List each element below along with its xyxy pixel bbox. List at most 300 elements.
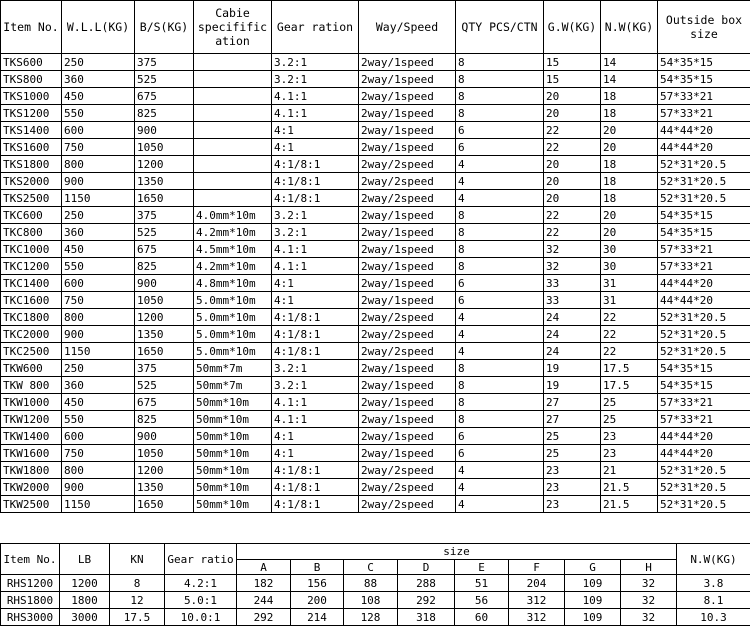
table-cell: 8 [456,377,544,394]
rhs-size-column-header: H [621,560,677,575]
table-cell: 4.1:1 [272,241,359,258]
table-cell: 52*31*20.5 [658,156,750,173]
table-cell: 27 [544,394,601,411]
table-row [1,292,750,309]
table-cell: 2way/1speed [359,71,456,88]
table-cell: 108 [344,592,398,609]
table-cell: 4:1 [272,122,359,139]
table-cell: 900 [135,428,194,445]
table-cell: TKC600 [1,207,62,224]
table-cell: 20 [601,139,658,156]
table-cell: 1200 [135,462,194,479]
table-cell: 52*31*20.5 [658,479,750,496]
table-cell: 3000 [60,609,110,626]
table-cell: 2way/2speed [359,462,456,479]
table-cell: 14 [601,71,658,88]
table-cell: 10.3 [677,609,750,626]
table-cell: 2way/1speed [359,411,456,428]
table-cell: 44*44*20 [658,445,750,462]
table-cell: 54*35*15 [658,207,750,224]
table-cell: 33 [544,275,601,292]
table-cell: 57*33*21 [658,105,750,122]
table-cell: 4:1/8:1 [272,496,359,513]
table-cell: 27 [544,411,601,428]
table-cell: 54*35*15 [658,224,750,241]
table-cell: 182 [237,575,291,592]
table-cell: 52*31*20.5 [658,173,750,190]
table-cell: 800 [62,462,135,479]
table-cell: 2way/1speed [359,54,456,71]
table-cell: 2way/1speed [359,445,456,462]
spec-header-cell: Item No. [1,1,62,54]
table-cell: 17.5 [110,609,165,626]
table-cell: 825 [135,411,194,428]
table-cell: 2way/1speed [359,224,456,241]
table-cell: 4.0mm*10m [194,207,272,224]
table-cell: 8 [110,575,165,592]
table-cell: 8 [456,241,544,258]
table-cell: 50mm*10m [194,479,272,496]
table-cell [194,156,272,173]
table-cell: 4:1/8:1 [272,190,359,207]
table-cell: 57*33*21 [658,258,750,275]
table-cell: 8 [456,54,544,71]
table-cell: 450 [62,394,135,411]
table-row [1,428,750,445]
table-cell: 318 [398,609,455,626]
table-cell: 825 [135,105,194,122]
table-cell: 3.2:1 [272,71,359,88]
table-cell [194,139,272,156]
table-cell: TKS1600 [1,139,62,156]
table-cell: 6 [456,292,544,309]
spec-header-cell: G.W(KG) [544,1,601,54]
spec-header-cell: N.W(KG) [601,1,658,54]
table-cell: 4:1/8:1 [272,343,359,360]
table-row [1,156,750,173]
table-cell: 1150 [62,343,135,360]
table-cell: 2way/2speed [359,479,456,496]
table-cell: 2way/1speed [359,241,456,258]
table-row [1,224,750,241]
table-cell: 25 [544,428,601,445]
table-cell: 900 [62,479,135,496]
table-cell: 8 [456,88,544,105]
table-cell: 32 [621,592,677,609]
table-cell: 44*44*20 [658,139,750,156]
table-cell: 19 [544,377,601,394]
table-cell: TKC1600 [1,292,62,309]
table-row [1,88,750,105]
table-cell: 4:1 [272,445,359,462]
rhs-table-body [1,575,750,626]
table-cell: 57*33*21 [658,411,750,428]
table-cell: 750 [62,139,135,156]
spec-header-cell: B/S(KG) [135,1,194,54]
table-cell: 375 [135,54,194,71]
table-cell: 20 [544,156,601,173]
table-cell: 1050 [135,139,194,156]
table-cell: TKC1800 [1,309,62,326]
table-cell: 54*35*15 [658,71,750,88]
table-cell: TKC2500 [1,343,62,360]
table-cell: 825 [135,258,194,275]
table-cell: 18 [601,105,658,122]
table-cell: 2way/1speed [359,207,456,224]
table-cell: 1350 [135,326,194,343]
table-cell: 4 [456,326,544,343]
table-cell: 900 [62,173,135,190]
table-cell: 8 [456,71,544,88]
table-row [1,592,750,609]
table-cell: TKC1400 [1,275,62,292]
table-cell: 2way/2speed [359,309,456,326]
table-cell: 3.2:1 [272,54,359,71]
table-cell: 24 [544,326,601,343]
table-row [1,139,750,156]
table-cell: 1200 [60,575,110,592]
table-row [1,462,750,479]
table-cell: 128 [344,609,398,626]
table-cell: 250 [62,54,135,71]
table-row [1,326,750,343]
table-cell: 8 [456,258,544,275]
table-cell: 57*33*21 [658,394,750,411]
table-cell: 292 [237,609,291,626]
table-cell: 214 [291,609,344,626]
table-cell: 4 [456,343,544,360]
table-cell: 109 [565,609,621,626]
rhs-size-column-header: C [344,560,398,575]
table-cell: 4 [456,173,544,190]
table-row [1,496,750,513]
table-cell: 1650 [135,190,194,207]
table-cell: 375 [135,360,194,377]
table-cell: 1650 [135,496,194,513]
table-cell: 30 [601,258,658,275]
table-cell: 525 [135,377,194,394]
table-cell: 5.0mm*10m [194,292,272,309]
table-cell: 5.0mm*10m [194,326,272,343]
table-cell: TKC2000 [1,326,62,343]
table-cell: 204 [509,575,565,592]
table-cell: 600 [62,275,135,292]
table-cell: 2way/1speed [359,428,456,445]
table-cell: TKW 800 [1,377,62,394]
table-cell: 156 [291,575,344,592]
spec-header-cell: Way/Speed [359,1,456,54]
table-cell: TKS2500 [1,190,62,207]
table-cell: 31 [601,275,658,292]
table-cell: 109 [565,592,621,609]
table-cell: TKW1600 [1,445,62,462]
spec-table-body [1,54,750,513]
table-cell: 50mm*10m [194,394,272,411]
table-cell: 54*35*15 [658,360,750,377]
table-cell: 33 [544,292,601,309]
table-cell: 244 [237,592,291,609]
table-cell: 18 [601,88,658,105]
table-cell [194,105,272,122]
table-cell: 18 [601,173,658,190]
table-cell: TKS1000 [1,88,62,105]
table-cell: 5.0mm*10m [194,309,272,326]
table-cell: 800 [62,309,135,326]
table-cell [194,88,272,105]
rhs-header-item-no: Item No. [1,544,60,575]
table-cell: 4.2mm*10m [194,258,272,275]
table-row [1,54,750,71]
table-cell: 1050 [135,445,194,462]
table-cell: 22 [544,139,601,156]
table-cell: 900 [135,122,194,139]
table-cell: TKS600 [1,54,62,71]
table-cell: 4 [456,309,544,326]
table-cell: 2way/2speed [359,326,456,343]
table-cell: 32 [621,609,677,626]
table-cell: 1350 [135,479,194,496]
table-cell: 2way/1speed [359,360,456,377]
table-cell: TKC1000 [1,241,62,258]
table-cell: 900 [135,275,194,292]
table-cell: 2way/1speed [359,394,456,411]
table-cell: 360 [62,224,135,241]
spec-table-header [1,1,750,54]
table-cell: 88 [344,575,398,592]
table-cell: TKS2000 [1,173,62,190]
table-cell: 44*44*20 [658,275,750,292]
table-row [1,241,750,258]
table-cell: 2way/2speed [359,496,456,513]
table-cell: 23 [601,428,658,445]
table-cell: 750 [62,445,135,462]
table-cell: 23 [601,445,658,462]
table-cell: 52*31*20.5 [658,190,750,207]
table-cell: 31 [601,292,658,309]
table-cell: 375 [135,207,194,224]
rhs-size-column-header: G [565,560,621,575]
table-cell: 12 [110,592,165,609]
table-cell: 25 [601,394,658,411]
table-cell: TKW1400 [1,428,62,445]
rhs-table-header [1,544,750,575]
table-cell: TKW2000 [1,479,62,496]
table-cell: 6 [456,275,544,292]
table-cell: 50mm*10m [194,411,272,428]
table-cell: 14 [601,54,658,71]
table-cell: 4.1:1 [272,88,359,105]
table-cell: 23 [544,479,601,496]
table-cell: 4:1/8:1 [272,156,359,173]
table-cell: 22 [601,343,658,360]
table-cell: 4:1/8:1 [272,309,359,326]
table-cell: 24 [544,343,601,360]
table-cell: 17.5 [601,377,658,394]
table-cell [194,122,272,139]
table-cell: 56 [455,592,509,609]
table-row [1,207,750,224]
table-cell: 20 [544,190,601,207]
table-row [1,479,750,496]
table-cell: 44*44*20 [658,292,750,309]
spec-header-cell: W.L.L(KG) [62,1,135,54]
rhs-header-kn: KN [110,544,165,575]
table-row [1,445,750,462]
table-cell: 52*31*20.5 [658,343,750,360]
table-cell: 450 [62,88,135,105]
table-cell: 1650 [135,343,194,360]
table-cell [194,173,272,190]
table-cell: 32 [621,575,677,592]
table-cell: 8 [456,411,544,428]
table-cell: 4:1 [272,139,359,156]
table-cell: RHS3000 [1,609,60,626]
table-cell: TKS1800 [1,156,62,173]
table-cell: 1200 [135,156,194,173]
table-cell: 4.1:1 [272,394,359,411]
table-cell: 292 [398,592,455,609]
table-cell: 2way/1speed [359,292,456,309]
table-cell: TKS1400 [1,122,62,139]
table-cell: TKS1200 [1,105,62,122]
table-cell: 10.0:1 [165,609,237,626]
table-cell: 5.0mm*10m [194,343,272,360]
table-cell: 4.2mm*10m [194,224,272,241]
table-cell: 2way/2speed [359,343,456,360]
table-cell: 21.5 [601,479,658,496]
table-cell: 50mm*7m [194,377,272,394]
table-cell: 6 [456,139,544,156]
table-cell: 450 [62,241,135,258]
table-cell: 32 [544,241,601,258]
table-cell: 30 [601,241,658,258]
table-cell: 17.5 [601,360,658,377]
table-cell: TKW1000 [1,394,62,411]
table-cell: 44*44*20 [658,122,750,139]
table-cell: 800 [62,156,135,173]
table-cell: 52*31*20.5 [658,462,750,479]
table-cell: 22 [544,207,601,224]
table-cell: 44*44*20 [658,428,750,445]
table-cell: 525 [135,71,194,88]
rhs-header-lb: LB [60,544,110,575]
table-cell: 312 [509,609,565,626]
table-cell: 57*33*21 [658,88,750,105]
table-cell: 2way/1speed [359,275,456,292]
table-cell: 18 [601,156,658,173]
table-cell: 6 [456,122,544,139]
table-cell: 2way/2speed [359,156,456,173]
table-cell: 2way/2speed [359,190,456,207]
spec-header-cell: QTY PCS/CTN [456,1,544,54]
table-cell: 32 [544,258,601,275]
table-cell: 3.8 [677,575,750,592]
table-cell: 22 [544,122,601,139]
table-cell: 25 [601,411,658,428]
table-cell: 8 [456,224,544,241]
table-cell: 1050 [135,292,194,309]
rhs-size-column-header: D [398,560,455,575]
table-cell: 4:1/8:1 [272,462,359,479]
rhs-spec-table [0,543,750,626]
table-cell: 1350 [135,173,194,190]
table-cell: TKW600 [1,360,62,377]
table-row [1,343,750,360]
table-cell: 4 [456,496,544,513]
table-cell: 675 [135,394,194,411]
table-cell: 312 [509,592,565,609]
table-cell: 15 [544,54,601,71]
table-cell: 200 [291,592,344,609]
rhs-size-column-header: F [509,560,565,575]
table-row [1,258,750,275]
table-cell: 25 [544,445,601,462]
table-cell: 54*35*15 [658,54,750,71]
table-cell: 8 [456,105,544,122]
table-cell: 20 [601,122,658,139]
table-cell: 4 [456,190,544,207]
table-cell: 23 [544,462,601,479]
table-row [1,105,750,122]
table-cell: 4.1:1 [272,411,359,428]
table-cell: 24 [544,309,601,326]
table-cell: 2way/1speed [359,377,456,394]
table-cell: 550 [62,411,135,428]
table-cell: 6 [456,445,544,462]
table-cell: 2way/1speed [359,258,456,275]
table-cell: 550 [62,258,135,275]
table-row [1,411,750,428]
table-cell: 57*33*21 [658,241,750,258]
table-cell: 3.2:1 [272,224,359,241]
table-cell: 8 [456,394,544,411]
table-cell: 6 [456,428,544,445]
table-cell: 50mm*10m [194,496,272,513]
table-cell: 1200 [135,309,194,326]
table-cell: TKC1200 [1,258,62,275]
table-cell: 20 [601,207,658,224]
table-cell: 1150 [62,496,135,513]
table-cell: 22 [601,326,658,343]
table-cell: 8 [456,360,544,377]
table-row [1,394,750,411]
table-cell: 1150 [62,190,135,207]
table-row [1,122,750,139]
table-cell: 2way/1speed [359,122,456,139]
table-cell: 19 [544,360,601,377]
table-row [1,190,750,207]
table-cell: 4 [456,479,544,496]
table-cell: 4.5mm*10m [194,241,272,258]
table-cell: 288 [398,575,455,592]
table-row [1,575,750,592]
table-row [1,71,750,88]
table-row [1,173,750,190]
rhs-header-size: size [237,544,677,560]
table-cell: 900 [62,326,135,343]
table-cell: 5.0:1 [165,592,237,609]
table-cell: 8 [456,207,544,224]
table-cell: 1800 [60,592,110,609]
table-cell: 525 [135,224,194,241]
spec-header-cell: Gear ration [272,1,359,54]
rhs-size-column-header: E [455,560,509,575]
table-cell: 4:1/8:1 [272,479,359,496]
table-cell: 675 [135,241,194,258]
table-cell: 50mm*10m [194,445,272,462]
table-cell: 3.2:1 [272,207,359,224]
table-cell: 50mm*10m [194,428,272,445]
